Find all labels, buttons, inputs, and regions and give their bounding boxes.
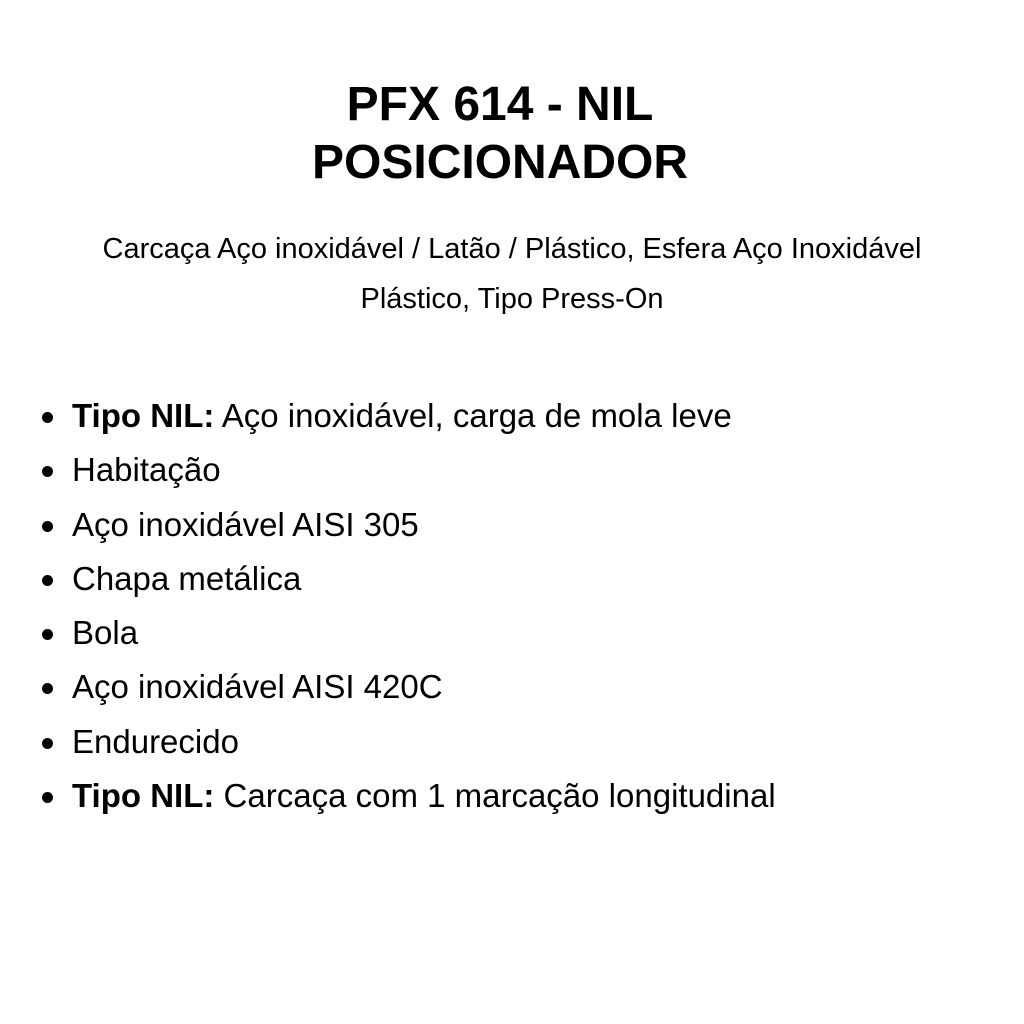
feature-item — [40, 498, 1000, 552]
feature-item — [40, 443, 1000, 497]
bullet-icon — [42, 792, 53, 803]
feature-text: Habitação — [72, 451, 221, 489]
bullet-icon — [42, 575, 53, 586]
bullet-icon — [42, 466, 53, 477]
feature-item — [40, 389, 1000, 443]
feature-label: Tipo NIL: — [72, 777, 215, 815]
feature-item — [40, 715, 1000, 769]
feature-text: Aço inoxidável AISI 420C — [72, 668, 443, 706]
feature-text: Chapa metálica — [72, 559, 302, 597]
product-description-line-1: Carcaça Aço inoxidável / Latão / Plástico, Esfera Aço Inoxidável — [102, 233, 922, 265]
product-title — [0, 76, 1000, 192]
bullet-icon — [42, 412, 53, 423]
feature-text: Aço inoxidável AISI 305 — [72, 505, 419, 543]
feature-item — [40, 769, 1000, 823]
feature-text: Carcaça com 1 marcação longitudinal — [214, 777, 776, 815]
feature-text: Aço inoxidável, carga de mola leve — [214, 397, 732, 434]
feature-text: Endurecido — [72, 722, 239, 760]
product-title-line-2: POSICIONADOR — [311, 136, 689, 189]
product-description — [20, 224, 1004, 324]
feature-item — [40, 552, 1000, 606]
feature-text: Bola — [72, 614, 139, 652]
feature-item — [40, 606, 1000, 660]
product-title-line-1: PFX 614 - NIL — [346, 78, 654, 131]
bullet-icon — [42, 738, 53, 749]
bullet-icon — [42, 629, 53, 640]
product-description-line-2: Plástico, Tipo Press-On — [360, 283, 664, 315]
bullet-icon — [42, 521, 53, 532]
feature-item — [40, 660, 1000, 714]
bullet-icon — [42, 683, 53, 694]
feature-label: Tipo NIL: — [72, 397, 215, 434]
feature-list — [40, 389, 1000, 823]
